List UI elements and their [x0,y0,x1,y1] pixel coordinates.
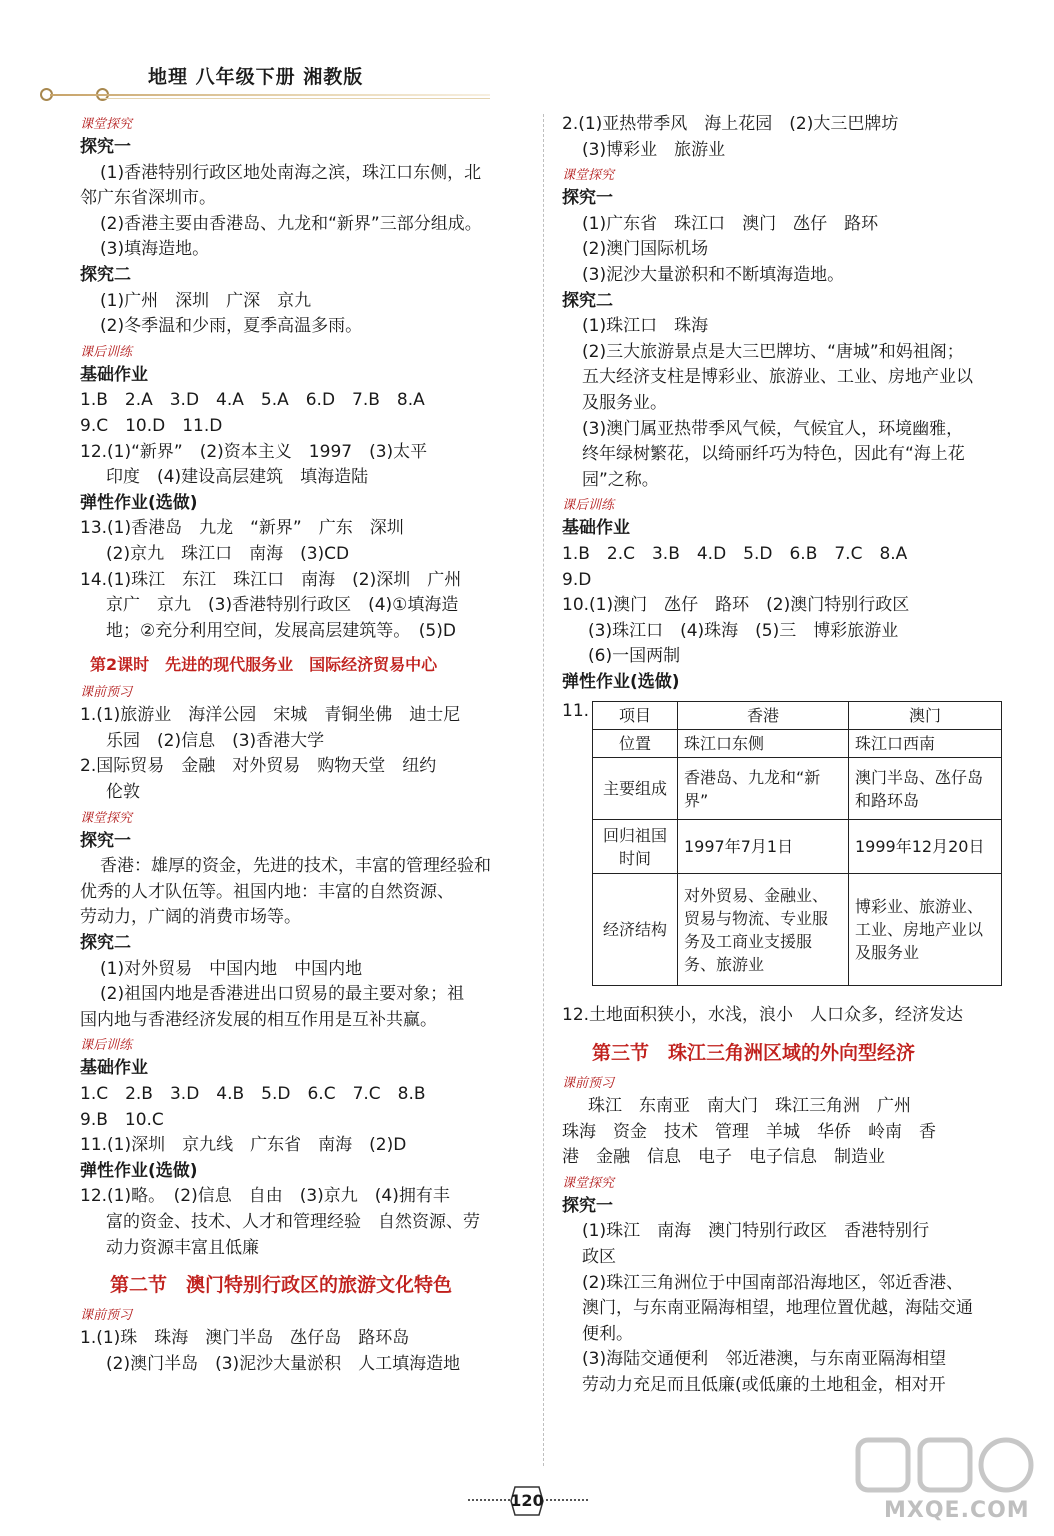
answer-line: (2)澳门国际机场 [582,239,709,260]
subheading: 探究一 [80,137,131,157]
page-number-dots-left [468,1499,510,1501]
table-cell: 1999年12月20日 [849,820,1002,874]
header-title: 地理 八年级下册 湘教版 [148,66,364,88]
right-column [562,112,1020,1399]
question-11-table-block [562,697,1020,1003]
table-cell: 香港岛、九龙和“新界” [678,758,849,820]
table-header-row [593,702,1002,730]
right-column-top [562,112,1020,695]
lesson-heading: 第2课时 先进的现代服务业 国际经济贸易中心 [90,655,438,675]
table-header-cell: 项目 [593,702,678,730]
answer-line: 12.(1)略。 (2)信息 自由 (3)京九 (4)拥有丰 [80,1186,450,1207]
answer-line: (3)填海造地。 [100,239,210,260]
section-tag: 课前预习 [80,1308,133,1324]
answer-line: (1)广东省 珠江口 澳门 氹仔 路环 [582,213,879,234]
answer-line: 9.D [562,569,592,590]
section-tag: 课后训练 [562,498,615,514]
answer-line: 澳门，与东南亚隔海相望，地理位置优越，海陆交通 [582,1298,973,1319]
answer-line: 珠海 资金 技术 管理 羊城 华侨 岭南 香 [562,1121,936,1142]
section-tag: 课前预习 [562,1076,615,1092]
answer-line: 五大经济支柱是博彩业、旅游业、工业、房地产业以 [582,367,973,388]
table-row [593,730,1002,758]
answer-line: 10.(1)澳门 氹仔 路环 (2)澳门特别行政区 [562,595,910,616]
answer-line: 印度 (4)建设高层建筑 填海造陆 [106,467,369,488]
answer-line: 地；②充分利用空间，发展高层建筑等。 (5)D [106,620,456,641]
answer-line: 14.(1)珠江 东江 珠江口 南海 (2)深圳 广州 [80,569,462,590]
subheading: 探究二 [562,290,613,311]
subheading: 弹性作业(选做) [80,492,198,513]
section-heading: 第三节 珠江三角洲区域的外向型经济 [592,1042,916,1065]
answer-line: (1)珠江口 珠海 [582,316,709,337]
answer-line: 优秀的人才队伍等。祖国内地：丰富的自然资源、 [80,881,454,902]
table-cell: 回归祖国时间 [593,820,678,874]
subheading: 探究二 [80,933,131,954]
answer-line: 京广 京九 (3)香港特别行政区 (4)①填海造 [106,595,459,616]
answer-line: 伦敦 [106,782,140,803]
table-cell: 主要组成 [593,758,678,820]
answer-line: 12.(1)“新界” (2)资本主义 1997 (3)太平 [80,441,428,462]
answer-line: (2)珠江三角洲位于中国南部沿海地区，邻近香港、 [582,1272,964,1293]
subheading: 弹性作业(选做) [80,1160,198,1181]
section-tag: 课堂探究 [562,168,615,184]
answer-line: (2)三大旅游景点是大三巴牌坊、“唐城”和妈祖阁； [582,341,964,362]
answer-line: (3)珠江口 (4)珠海 (5)三 博彩旅游业 [588,620,899,641]
answer-line: 9.B 10.C [80,1109,164,1130]
answer-line: 及服务业。 [582,392,667,413]
watermark-logo-icon [850,1432,1040,1496]
watermark [850,1432,1040,1532]
answer-line: (3)博彩业 旅游业 [582,139,726,160]
table-row [593,820,1002,874]
header-rule-thin [100,98,490,99]
table-cell: 位置 [593,730,678,758]
section-tag: 课后训练 [80,1038,133,1054]
answer-line: (2)京九 珠江口 南海 (3)CD [106,543,350,564]
answer-line: 9.C 10.D 11.D [80,415,223,436]
header-rule [50,94,490,96]
table-row [593,758,1002,820]
table-cell: 1997年7月1日 [678,820,849,874]
answer-line: 13.(1)香港岛 九龙 “新界” 广东 深圳 [80,518,404,539]
answer-line: 11.(1)深圳 京九线 广东省 南海 (2)D [80,1135,407,1156]
answer-line: 珠江 东南亚 南大门 珠江三角洲 广州 [588,1096,911,1117]
answer-line: 动力资源丰富且低廉 [106,1237,259,1258]
page-number-dots-right [546,1499,588,1501]
column-divider [543,114,544,1466]
table-cell: 对外贸易、金融业、贸易与物流、专业服务及工商业支援服务、旅游业 [678,874,849,986]
answer-line: (1)广州 深圳 广深 京九 [100,290,312,311]
answer-line: 终年绿树繁花，以绮丽纤巧为特色，因此有“海上花 [582,444,965,465]
table-row [593,874,1002,986]
table-header-cell: 香港 [678,702,849,730]
answer-line: 劳动力充足而且低廉(或低廉的土地租金，相对开 [582,1375,946,1395]
left-column [80,112,532,1377]
answer-line: 便利。 [582,1323,633,1344]
answer-line: 香港：雄厚的资金，先进的技术，丰富的管理经验和 [100,856,491,877]
subheading: 探究一 [80,830,131,851]
subheading: 基础作业 [80,364,148,385]
answer-line: 2.(1)亚热带季风 海上花园 (2)大三巴牌坊 [562,114,899,134]
table-cell: 博彩业、旅游业、工业、房地产业以及服务业 [849,874,1002,986]
page-number [468,1484,588,1520]
question-number: 11. [562,701,590,722]
table-cell: 澳门半岛、氹仔岛和路环岛 [849,758,1002,820]
answer-line: 园”之称。 [582,469,659,490]
answer-line: 政区 [582,1247,616,1268]
answer-line: 2.国际贸易 金融 对外贸易 购物天堂 纽约 [80,756,437,777]
subheading: 探究一 [562,1195,613,1216]
answer-line: (1)香港特别行政区地处南海之滨，珠江口东侧，北 [100,162,482,183]
answer-line: (2)澳门半岛 (3)泥沙大量淤积 人工填海造地 [106,1353,461,1374]
answer-line: 国内地与香港经济发展的相互作用是互补共赢。 [80,1009,437,1030]
answer-line: 12.土地面积狭小，水浅，浪小 人口众多，经济发达 [562,1005,964,1026]
subheading: 探究一 [562,188,613,209]
table-cell: 经济结构 [593,874,678,986]
answer-line: (3)海陆交通便利 邻近港澳，与东南亚隔海相望 [582,1349,947,1370]
watermark-text: MXQE.COM [884,1498,1030,1523]
page-number-badge [510,1486,544,1516]
answer-line: 劳动力，广阔的消费市场等。 [80,907,301,928]
page-number-text: 120 [510,1491,544,1510]
answer-line: (1)对外贸易 中国内地 中国内地 [100,958,363,979]
section-tag: 课堂探究 [80,117,133,132]
table-header-cell: 澳门 [849,702,1002,730]
answer-line: (2)祖国内地是香港进出口贸易的最主要对象；祖 [100,984,465,1005]
answer-line: 1.B 2.A 3.D 4.A 5.A 6.D 7.B 8.A [80,390,425,411]
answer-line: 乐园 (2)信息 (3)香港大学 [106,730,325,751]
comparison-table [592,701,1002,986]
subheading: 探究二 [80,264,131,285]
subheading: 弹性作业(选做) [562,671,680,692]
page-header [40,58,490,102]
answer-line: 1.(1)旅游业 海洋公园 宋城 青铜坐佛 迪士尼 [80,705,461,726]
answer-line: 1.B 2.C 3.B 4.D 5.D 6.B 7.C 8.A [562,543,908,564]
section-tag: 课后训练 [80,344,133,360]
table-cell: 珠江口东侧 [678,730,849,758]
answer-line: (2)冬季温和少雨，夏季高温多雨。 [100,316,363,337]
answer-line: (6)一国两制 [588,646,681,667]
section-tag: 课堂探究 [80,810,133,826]
subheading: 基础作业 [80,1058,148,1079]
section-tag: 课前预习 [80,685,133,701]
answer-line: (3)泥沙大量淤积和不断填海造地。 [582,264,845,285]
answer-line: 1.(1)珠 珠海 澳门半岛 氹仔岛 路环岛 [80,1328,410,1349]
right-column-bottom [562,1003,1020,1398]
subheading: 基础作业 [562,518,630,539]
answer-line: (3)澳门属亚热带季风气候，气候宜人，环境幽雅， [582,418,964,439]
section-tag: 课堂探究 [562,1175,615,1191]
answer-line: 富的资金、技术、人才和管理经验 自然资源、劳 [106,1211,480,1232]
answer-line: 1.C 2.B 3.D 4.B 5.D 6.C 7.C 8.B [80,1084,426,1104]
section-heading: 第二节 澳门特别行政区的旅游文化特色 [110,1274,453,1297]
table-cell: 珠江口西南 [849,730,1002,758]
answer-line: (1)珠江 南海 澳门特别行政区 香港特别行 [582,1221,930,1242]
answer-line: 邻广东省深圳市。 [80,188,216,209]
answer-line: 港 金融 信息 电子 电子信息 制造业 [562,1147,885,1168]
answer-line: (2)香港主要由香港岛、九龙和“新界”三部分组成。 [100,213,482,234]
